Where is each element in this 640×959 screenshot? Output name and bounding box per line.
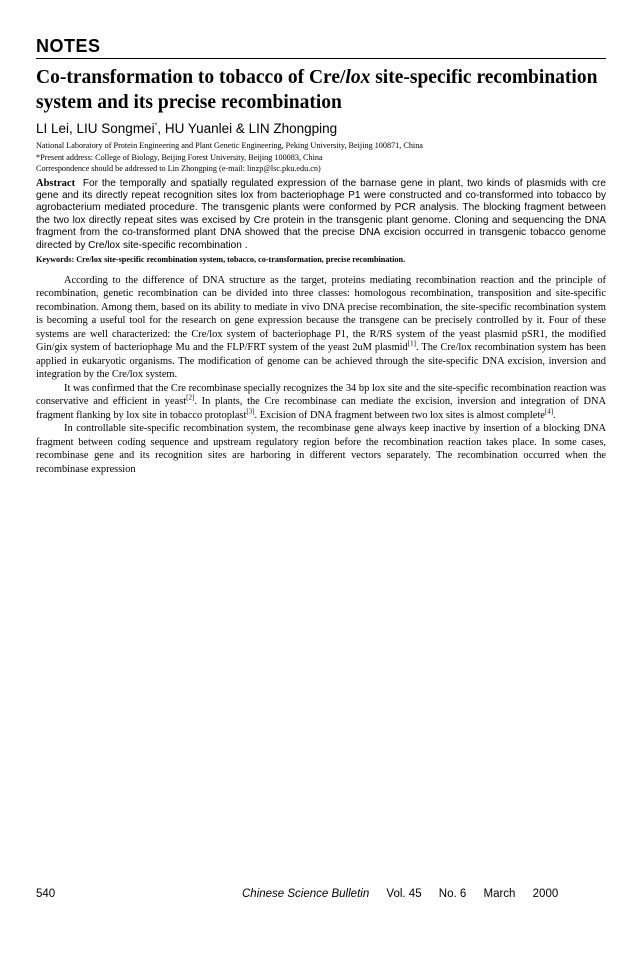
- header-rule: [36, 58, 606, 59]
- body-paragraph-2: [36, 382, 606, 423]
- abstract-text: For the temporally and spatially regulated expression of the barnase gene in plant, two kinds of plasmids with cre gene and its directly repeat recognition sites lox from bacteriophage P1 were constructed and co-transformed into tobacco by agrobacterium mediated procedure. The transgenic plants were conformed by PCR analysis. The blocking fragment between the two lox directly repeat sites was excised by Cre protein in the transgenic plant genome. Cloning and sequencing the DNA fragment from the co-transformed plant DNA showed that the precise DNA excision occurred in transgenic tobacco genome directed by Cre/lox site-specific recombination .: [36, 177, 607, 251]
- title-italic: lox: [345, 67, 371, 88]
- citation-3: [3]: [246, 407, 255, 416]
- citation-4: [4]: [544, 407, 554, 416]
- article-body: [36, 274, 606, 477]
- journal-name: Chinese Science Bulletin: [242, 888, 370, 900]
- month: March: [483, 888, 516, 900]
- keywords-label: Keywords:: [36, 254, 75, 264]
- article-title: [36, 65, 606, 115]
- citation-2: [2]: [186, 393, 195, 402]
- paragraph-1-end: . The Cre/lox recombination system has been applied in eukaryotic organisms. The modification of genome can be achieved through the site-specific DNA excision, inversion and integration by the Cre/lox system.: [36, 342, 606, 381]
- page-number: 540: [36, 888, 56, 900]
- paragraph-2-text-d: .: [553, 409, 556, 421]
- authors-mark: *: [154, 122, 158, 130]
- affiliation: National Laboratory of Protein Engineering and Plant Genetic Engineering, Peking University, Beijing 100871, China: [36, 141, 423, 150]
- paragraph-1-text: According to the difference of DNA structure as the target, proteins mediating recombination reaction and the principle of recombination, genetic recombination can be divided into three classes: homologous recombination, transposition and site-specific recombination. Among them, based on its ability to mediate in vivo DNA precise recombination, the site-specific recombination system is becoming a useful tool for the research on gene expression because the transgene can be precisely controlled by it. Four of these systems are well characterized: the Cre/lox system of bacteriophage P1, the R/RS system of the yeast plasmid pSR1, the modified Gin/gix system of bacteriophage Mu and the FLP/FRT system of the yeast 2uM plasmid: [36, 274, 606, 354]
- paragraph-2-text-b: . In plants, the Cre recombinase can mediate the excision, inversion and integration of DNA fragment flanking by lox site in tobacco protoplast: [36, 396, 606, 421]
- title-part2: site-specific recombination system and its precise recombination: [36, 67, 598, 113]
- author-list: [36, 121, 606, 136]
- abstract-label: Abstract: [36, 177, 76, 189]
- body-paragraph-1: [36, 274, 606, 382]
- keywords-text: Cre/lox site-specific recombination system, tobacco, co-transformation, precise recombination.: [76, 254, 406, 264]
- article-page: [36, 36, 606, 476]
- journal-info: [242, 888, 572, 900]
- authors-part1: LI Lei, LIU Songmei: [36, 121, 155, 136]
- volume: Vol. 45: [386, 888, 422, 900]
- abstract: [36, 178, 606, 252]
- title-part1: Co-transformation to tobacco of Cre/: [36, 67, 346, 88]
- paragraph-2-text-c: . Excision of DNA fragment between two lox sites is almost complete: [254, 409, 545, 421]
- citation-1: [1]: [407, 339, 416, 348]
- authors-part2: , HU Yuanlei & LIN Zhongping: [157, 121, 338, 136]
- keywords: [36, 255, 606, 264]
- issue: No. 6: [438, 888, 467, 900]
- correspondence: Correspondence should be addressed to Lin Zhongping (e-mail: linzp@lsc.pku.edu.cn): [36, 164, 321, 173]
- year: 2000: [532, 888, 559, 900]
- present-address: *Present address: College of Biology, Beijing Forest University, Beijing 100083, China: [36, 152, 323, 162]
- body-paragraph-3: In controllable site-specific recombination system, the recombinase gene always keep inactive by insertion of a blocking DNA fragment between coding sequence and upstream regulatory region before the recombination reaction takes place. In some cases, recombinase gene and its recognition sites are harboring in different vectors separately. The recombination occurred when the recombinase expression: [36, 423, 606, 475]
- paragraph-2-text-a: It was confirmed that the Cre recombinase specially recognizes the 34 bp lox site and the site-specific recombination reaction was conservative and efficient in yeast: [36, 382, 606, 408]
- section-label: NOTES: [36, 36, 101, 56]
